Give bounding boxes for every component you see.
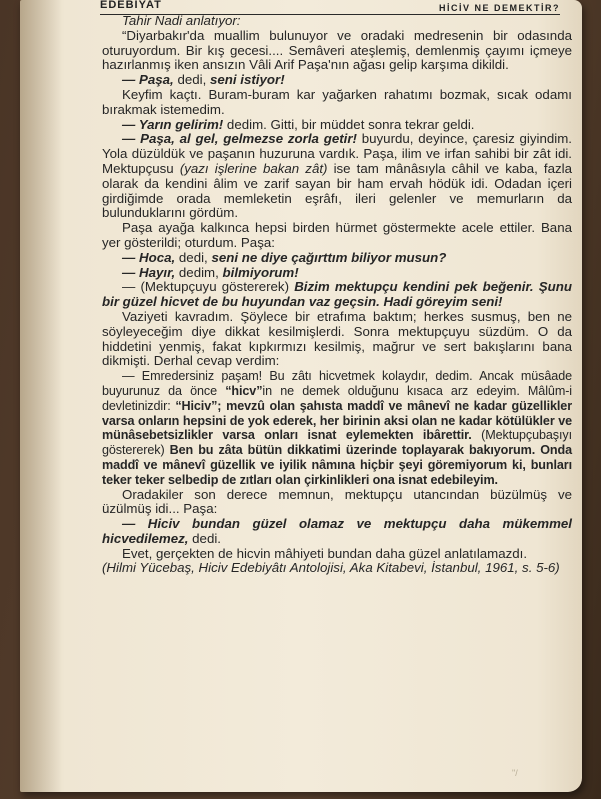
paragraph-12: Oradakiler son derece memnun, mektupçu utancından büzülmüş ve üzülmüş idi... Paşa: — [102, 486, 572, 517]
paragraph-14: Evet, gerçekten de hicvin mâhiyeti bundan daha güzel anlatılamazdı. — [122, 545, 528, 561]
paragraph-1: “Diyarbakır'da muallim bulunuyor ve oradaki medresenin bir odasında oturuyordum. Bir kış gecesi.... Semâveri ateşlemiş, demlenmiş çayımı içmeye hazırlanmış iken ansızın Vâli Arif Paşa'nın ağası gelip karşıma dikildi. — [102, 27, 572, 73]
paragraph-13: — Hiciv bundan güzel olamaz ve mektupçu daha mükemmel hicvedilemez, dedi. — [102, 516, 572, 546]
article-body — [102, 14, 572, 576]
paragraph-8: — Hayır, dedim, bilmiyorum! — [122, 264, 299, 280]
paragraph-9: — (Mektupçuyu göstererek) Bizim mektupçu kendini pek beğenir. Şunu bir güzel hicvet de bu huyundan vaz geçsin. Hadi göreyim seni! — [102, 279, 572, 310]
page-spine-shadow — [20, 0, 62, 792]
paragraph-11: — Emredersiniz paşam! Bu zâtı hicvetmek kolaydır, dedim. Ancak müsâade buyurunuz da önce “hicv”in ne demek olduğunu kısaca arz edeyim. Mâlûm-i devletinizdir: “Hiciv”; mevzû olan şahısta maddî ve mânevî ne kadar güzellikler varsa onların hepsini de yok ederek, her birinin aksi olan ne kadar kötülükler ve münâsebetsizlikler varsa onları isnat eylemekten ibârettir. (Mektupçubaşıyı göstererek) Ben bu zâta bütün dikkatimi üzerinde toplayarak bakıyorum. Onda maddî ve mânevî güzellik ve iyilik nâmına hiçbir şeyi göremiyorum ki, bunları teker teker selbedip de zıtları olan çirkinlikleri ona isnat edebileyim. — [102, 369, 573, 487]
section-title: EDEBİYAT — [100, 0, 162, 11]
paragraph-5: — Paşa, al gel, gelmezse zorla getir! buyurdu, deyince, çaresiz giyindim. Yola düzüldük ve paşanın huzuruna vardık. Paşa, ilim ve irfan sahibi bir zât idi. Mektupçusu (yazı işlerine bakan zât) ise tam mânâsıyla câhil ve kaba, fazla olarak da kendini âlim ve zarif sayan bir ham ervah hödük idi. Odadan içeri girdiğimde orada memleketin eşrâfı, ileri gelenler ve memurların da bulunduklarını gördüm. — [102, 131, 572, 221]
paragraph-3: Keyfim kaçtı. Buram-buram kar yağarken rahatımı bozmak, sıcak odamı bırakmak istemedim. — [102, 86, 572, 117]
source-citation: (Hilmi Yücebaş, Hiciv Edebiyâtı Antolojisi, Aka Kitabevi, İstanbul, 1961, s. 5-6) — [102, 560, 560, 576]
book-page — [20, 0, 582, 792]
page-mark: "/ — [512, 768, 518, 778]
chapter-title: HİCİV NE DEMEKTİR? — [438, 3, 560, 13]
paragraph-7: — Hoca, dedi, seni ne diye çağırttım biliyor musun? — [122, 249, 447, 265]
intro-line: Tahir Nadi anlatıyor: — [122, 13, 241, 28]
paragraph-6: Paşa ayağa kalkınca hepsi birden hürmet göstermekte acele ettiler. Bana yer gösterildi; oturdum. Paşa: — [102, 220, 572, 250]
paragraph-4: — Yarın gelirim! dedim. Gitti, bir müddet sonra tekrar geldi. — [122, 116, 475, 132]
paragraph-2: — Paşa, dedi, seni istiyor! — [122, 72, 285, 88]
paragraph-10: Vaziyeti kavradım. Şöylece bir etrafıma baktım; herkes susmuş, ben ne söyleyeceğim diye dikkat kesilmişlerdi. Sonra mektupçuyu süzdüm. O da hiddetini yenmiş, fakat kıpkırmızı kesilmiş, mağrur ve sert bakışlarını bana dikmişti. Derhal cevap verdim: — [102, 308, 572, 369]
